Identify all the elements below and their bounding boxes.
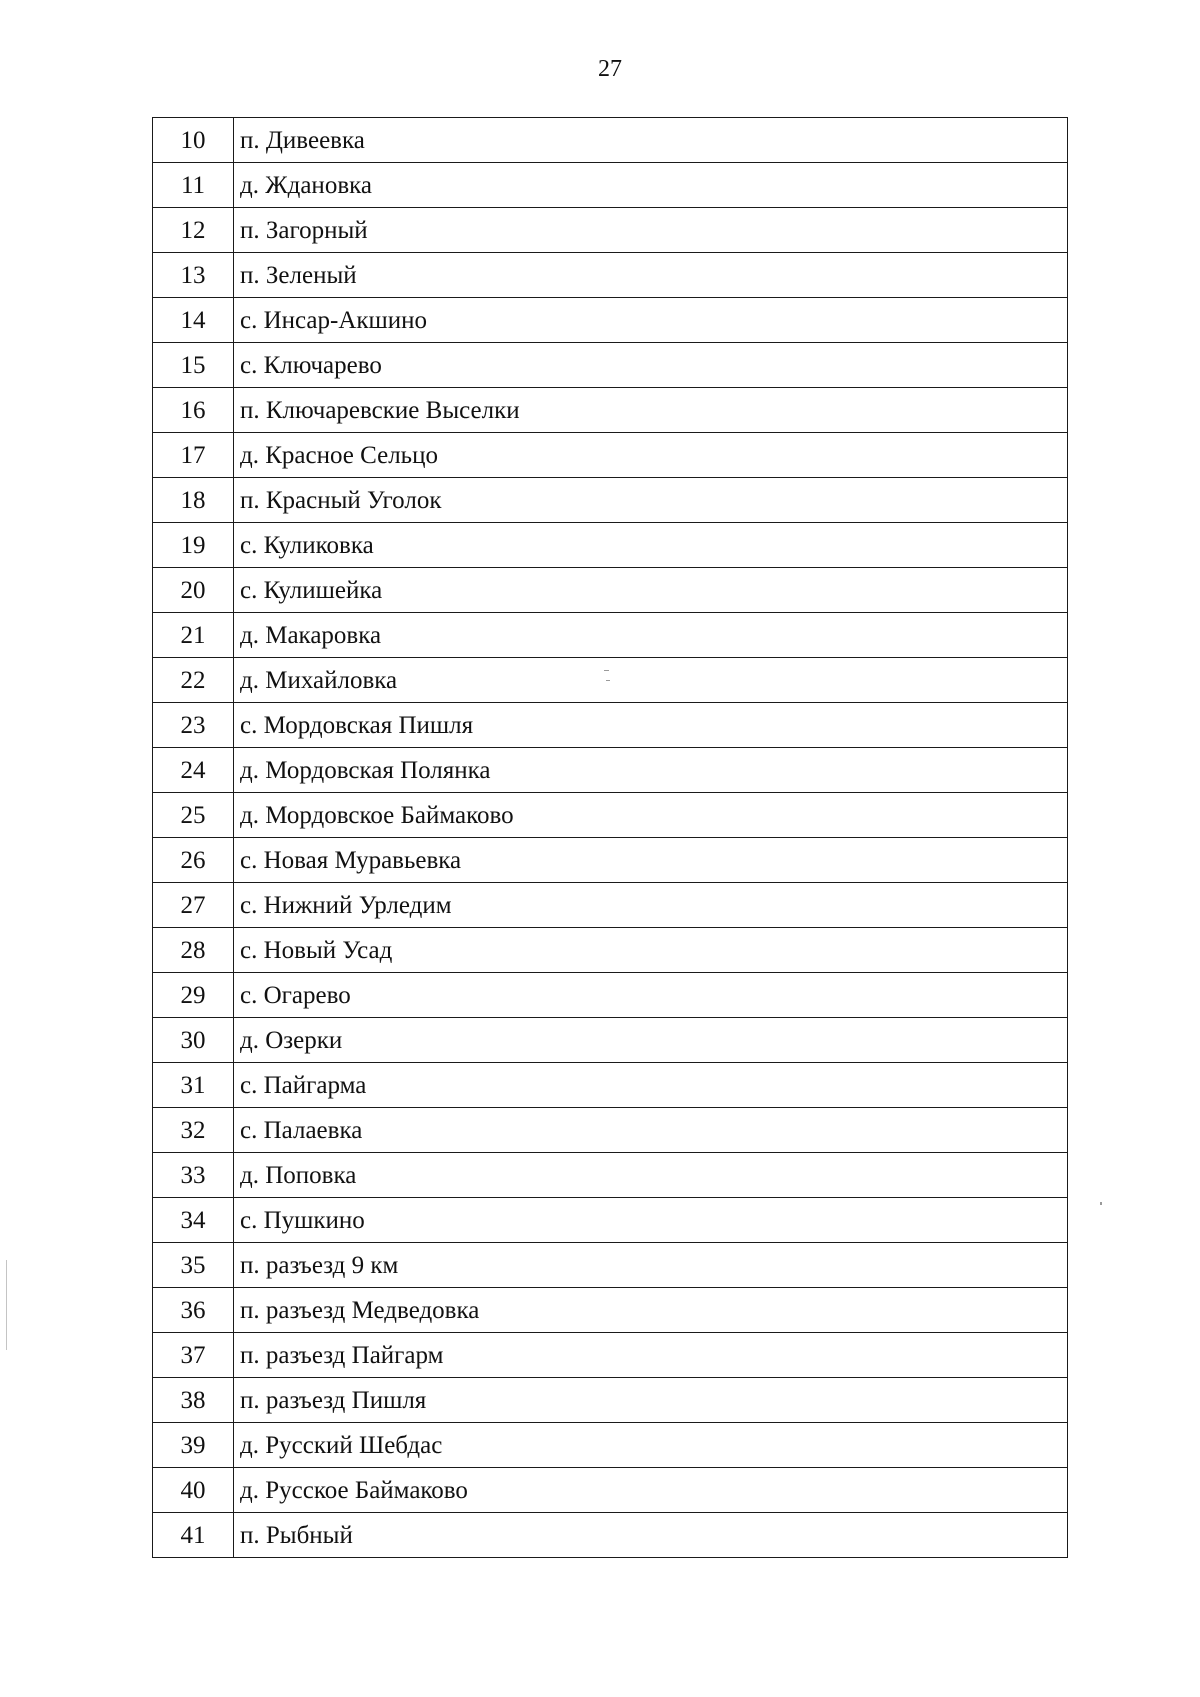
table-row	[153, 658, 1068, 703]
settlement-name: п. Зеленый	[234, 253, 1068, 298]
settlement-name: п. Дивеевка	[234, 118, 1068, 163]
row-number: 16	[153, 388, 234, 433]
row-number: 18	[153, 478, 234, 523]
table-row	[153, 118, 1068, 163]
table-row	[153, 388, 1068, 433]
table-row	[153, 1063, 1068, 1108]
settlement-name: д. Озерки	[234, 1018, 1068, 1063]
settlement-name: п. разъезд 9 км	[234, 1243, 1068, 1288]
table-row	[153, 838, 1068, 883]
table-row	[153, 253, 1068, 298]
row-number: 27	[153, 883, 234, 928]
settlement-name: с. Пушкино	[234, 1198, 1068, 1243]
row-number: 38	[153, 1378, 234, 1423]
row-number: 30	[153, 1018, 234, 1063]
row-number: 11	[153, 163, 234, 208]
table-row	[153, 208, 1068, 253]
table-row	[153, 1198, 1068, 1243]
row-number: 33	[153, 1153, 234, 1198]
table-row	[153, 343, 1068, 388]
settlement-name: д. Мордовская Полянка	[234, 748, 1068, 793]
settlement-name: с. Кулишейка	[234, 568, 1068, 613]
row-number: 40	[153, 1468, 234, 1513]
row-number: 36	[153, 1288, 234, 1333]
row-number: 32	[153, 1108, 234, 1153]
table-row	[153, 568, 1068, 613]
row-number: 17	[153, 433, 234, 478]
settlement-name: с. Палаевка	[234, 1108, 1068, 1153]
table-row	[153, 163, 1068, 208]
row-number: 13	[153, 253, 234, 298]
row-number: 28	[153, 928, 234, 973]
settlement-name: с. Огарево	[234, 973, 1068, 1018]
settlement-name: п. Красный Уголок	[234, 478, 1068, 523]
row-number: 14	[153, 298, 234, 343]
table-row	[153, 1513, 1068, 1558]
settlement-name: с. Куликовка	[234, 523, 1068, 568]
row-number: 39	[153, 1423, 234, 1468]
settlement-name: п. разъезд Пишля	[234, 1378, 1068, 1423]
settlement-name: д. Русское Баймаково	[234, 1468, 1068, 1513]
scan-speck	[606, 680, 610, 681]
row-number: 41	[153, 1513, 234, 1558]
table-row	[153, 1108, 1068, 1153]
row-number: 34	[153, 1198, 234, 1243]
page-number: 27	[598, 56, 622, 82]
row-number: 26	[153, 838, 234, 883]
settlement-name: с. Инсар-Акшино	[234, 298, 1068, 343]
settlement-name: с. Новая Муравьевка	[234, 838, 1068, 883]
table-row	[153, 1243, 1068, 1288]
settlement-name: с. Пайгарма	[234, 1063, 1068, 1108]
scan-margin-line	[6, 1260, 7, 1350]
table-row	[153, 1018, 1068, 1063]
table-row	[153, 928, 1068, 973]
settlement-name: д. Михайловка	[234, 658, 1068, 703]
row-number: 24	[153, 748, 234, 793]
row-number: 22	[153, 658, 234, 703]
table-row	[153, 793, 1068, 838]
row-number: 37	[153, 1333, 234, 1378]
settlement-name: п. Ключаревские Выселки	[234, 388, 1068, 433]
settlement-name: д. Ждановка	[234, 163, 1068, 208]
table-row	[153, 1423, 1068, 1468]
table-row	[153, 1468, 1068, 1513]
row-number: 20	[153, 568, 234, 613]
table-row	[153, 703, 1068, 748]
settlement-name: п. разъезд Медведовка	[234, 1288, 1068, 1333]
table-row	[153, 748, 1068, 793]
settlement-name: д. Красное Сельцо	[234, 433, 1068, 478]
row-number: 29	[153, 973, 234, 1018]
settlement-name: п. разъезд Пайгарм	[234, 1333, 1068, 1378]
settlement-name: д. Русский Шебдас	[234, 1423, 1068, 1468]
scan-speck	[1100, 1202, 1102, 1205]
row-number: 10	[153, 118, 234, 163]
table-row	[153, 1153, 1068, 1198]
settlement-name: п. Загорный	[234, 208, 1068, 253]
table-row	[153, 613, 1068, 658]
table-row	[153, 883, 1068, 928]
table-row	[153, 523, 1068, 568]
settlements-table	[152, 117, 1068, 1558]
row-number: 21	[153, 613, 234, 658]
table-row	[153, 298, 1068, 343]
settlement-name: с. Нижний Урледим	[234, 883, 1068, 928]
table-row	[153, 1378, 1068, 1423]
row-number: 35	[153, 1243, 234, 1288]
table-row	[153, 478, 1068, 523]
row-number: 31	[153, 1063, 234, 1108]
settlement-name: с. Ключарево	[234, 343, 1068, 388]
settlement-name: д. Макаровка	[234, 613, 1068, 658]
row-number: 15	[153, 343, 234, 388]
table-row	[153, 1288, 1068, 1333]
row-number: 12	[153, 208, 234, 253]
table-row	[153, 973, 1068, 1018]
table-row	[153, 433, 1068, 478]
scan-speck	[604, 670, 609, 671]
settlement-name: д. Поповка	[234, 1153, 1068, 1198]
settlement-name: д. Мордовское Баймаково	[234, 793, 1068, 838]
row-number: 23	[153, 703, 234, 748]
table-body	[153, 118, 1068, 1558]
row-number: 19	[153, 523, 234, 568]
settlement-name: п. Рыбный	[234, 1513, 1068, 1558]
row-number: 25	[153, 793, 234, 838]
table-row	[153, 1333, 1068, 1378]
settlement-name: с. Новый Усад	[234, 928, 1068, 973]
settlement-name: с. Мордовская Пишля	[234, 703, 1068, 748]
